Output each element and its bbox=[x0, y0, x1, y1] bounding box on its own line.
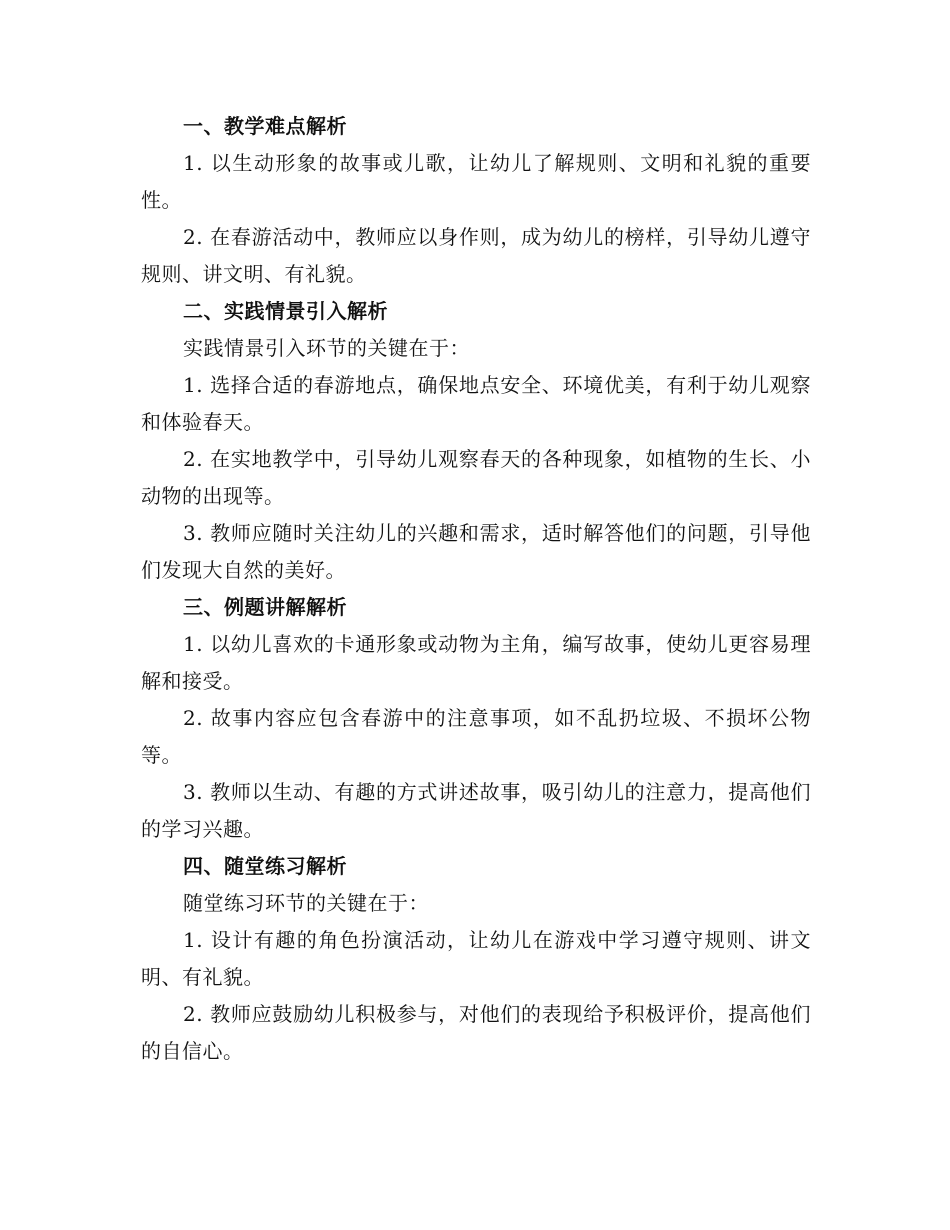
paragraph: 实践情景引入环节的关键在于： bbox=[183, 336, 470, 360]
paragraph: 2. 在实地教学中，引导幼儿观察春天的各种现象，如植物的生长、小动物的出现等。 bbox=[141, 447, 811, 508]
section-heading-example-explanation: 三、例题讲解解析 bbox=[183, 595, 347, 619]
paragraph: 1. 选择合适的春游地点，确保地点安全、环境优美，有利于幼儿观察和体验春天。 bbox=[141, 373, 811, 434]
document-body bbox=[141, 108, 811, 1070]
paragraph: 3. 教师以生动、有趣的方式讲述故事，吸引幼儿的注意力，提高他们的学习兴趣。 bbox=[141, 780, 811, 841]
paragraph: 3. 教师应随时关注幼儿的兴趣和需求，适时解答他们的问题，引导他们发现大自然的美好。 bbox=[141, 521, 811, 582]
paragraph: 2. 在春游活动中，教师应以身作则，成为幼儿的榜样，引导幼儿遵守规则、讲文明、有礼貌。 bbox=[141, 225, 811, 286]
paragraph: 2. 故事内容应包含春游中的注意事项，如不乱扔垃圾、不损坏公物等。 bbox=[141, 706, 811, 767]
paragraph: 1. 以幼儿喜欢的卡通形象或动物为主角，编写故事，使幼儿更容易理解和接受。 bbox=[141, 632, 811, 693]
section-heading-classroom-practice: 四、随堂练习解析 bbox=[183, 854, 347, 878]
paragraph: 随堂练习环节的关键在于： bbox=[183, 891, 429, 915]
section-heading-practice-scenario: 二、实践情景引入解析 bbox=[183, 299, 388, 323]
paragraph: 2. 教师应鼓励幼儿积极参与，对他们的表现给予积极评价，提高他们的自信心。 bbox=[141, 1002, 811, 1063]
paragraph: 1. 以生动形象的故事或儿歌，让幼儿了解规则、文明和礼貌的重要性。 bbox=[141, 151, 811, 212]
paragraph: 1. 设计有趣的角色扮演活动，让幼儿在游戏中学习遵守规则、讲文明、有礼貌。 bbox=[141, 928, 811, 989]
section-heading-teaching-difficulties: 一、教学难点解析 bbox=[183, 114, 347, 138]
